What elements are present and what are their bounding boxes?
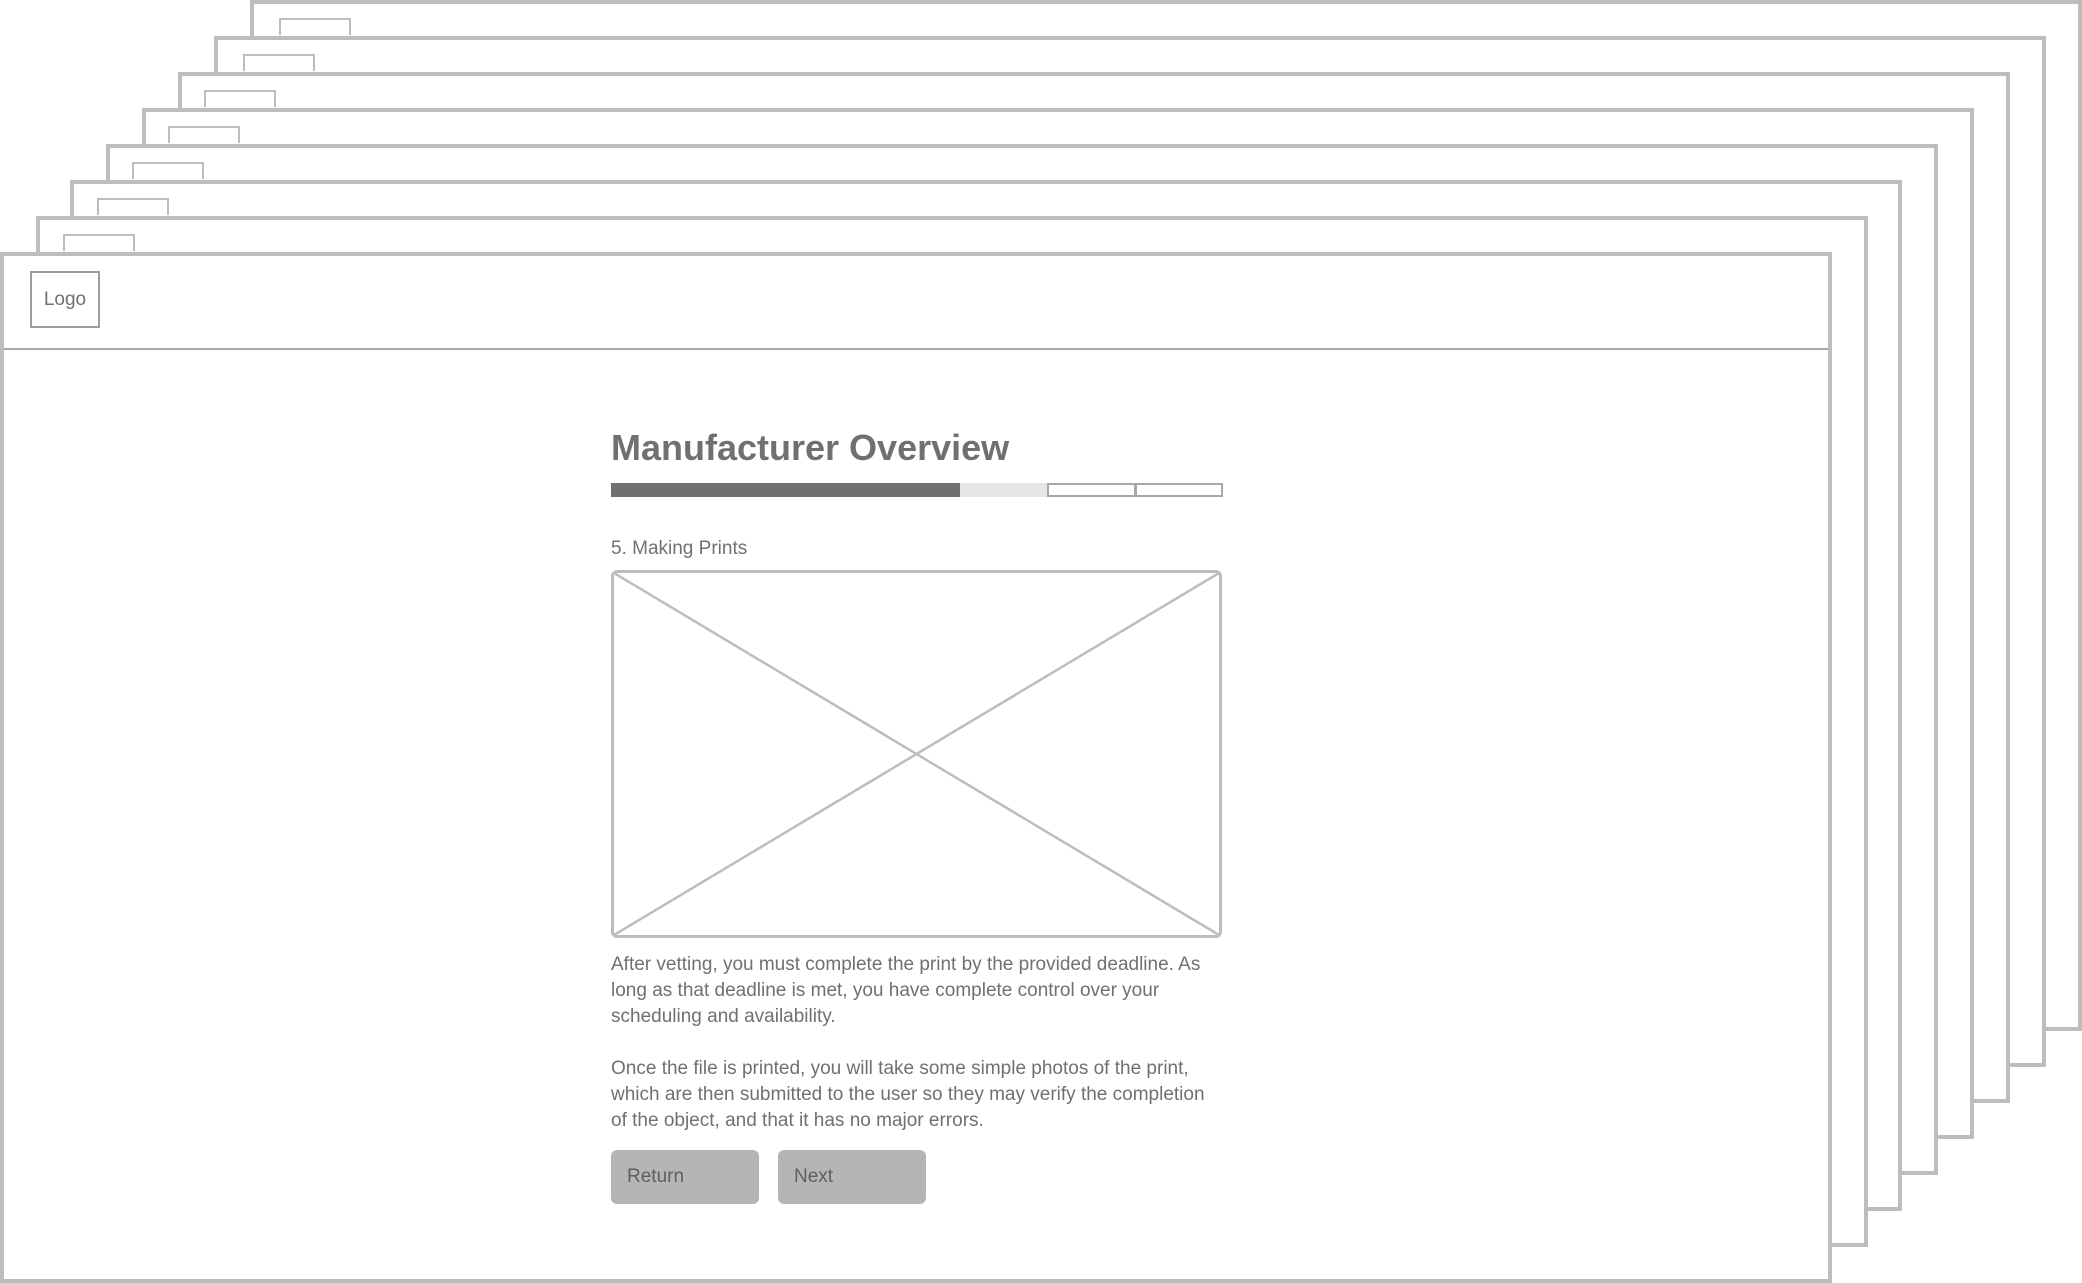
progress-segment-current xyxy=(960,483,1047,497)
logo[interactable] xyxy=(30,271,100,328)
background-sheet-tab xyxy=(279,18,351,35)
image-placeholder-icon xyxy=(614,573,1219,935)
next-button[interactable]: Next xyxy=(778,1150,926,1204)
progress-segment-remaining xyxy=(1135,483,1223,497)
image-placeholder xyxy=(611,570,1222,938)
background-sheet-tab xyxy=(63,234,135,251)
description-paragraph-1: After vetting, you must complete the print by the provided deadline. As long as that deadline is met, you have complete control over your scheduling and availability. xyxy=(611,954,1201,1027)
background-sheet-tab xyxy=(204,90,276,107)
page-title: Manufacturer Overview xyxy=(611,427,1010,468)
navigation-buttons xyxy=(611,1150,1225,1204)
background-sheet-tab xyxy=(132,162,204,179)
progress-bar xyxy=(611,483,1222,497)
progress-fill xyxy=(611,483,960,497)
background-sheet-tab xyxy=(168,126,240,143)
description-paragraph-2: Once the file is printed, you will take some simple photos of the print, which are then submitted to the user so they may verify the completion of the object, and that it has no major errors. xyxy=(611,1058,1205,1131)
page-header xyxy=(4,256,1828,350)
return-button[interactable]: Return xyxy=(611,1150,759,1204)
front-sheet xyxy=(0,252,1832,1283)
step-label: 5. Making Prints xyxy=(611,538,748,559)
background-sheet-tab xyxy=(97,198,169,215)
background-sheet-tab xyxy=(243,54,315,71)
overview-content xyxy=(611,426,1225,1204)
logo-label: Logo xyxy=(43,288,87,310)
progress-segment-remaining xyxy=(1047,483,1135,497)
